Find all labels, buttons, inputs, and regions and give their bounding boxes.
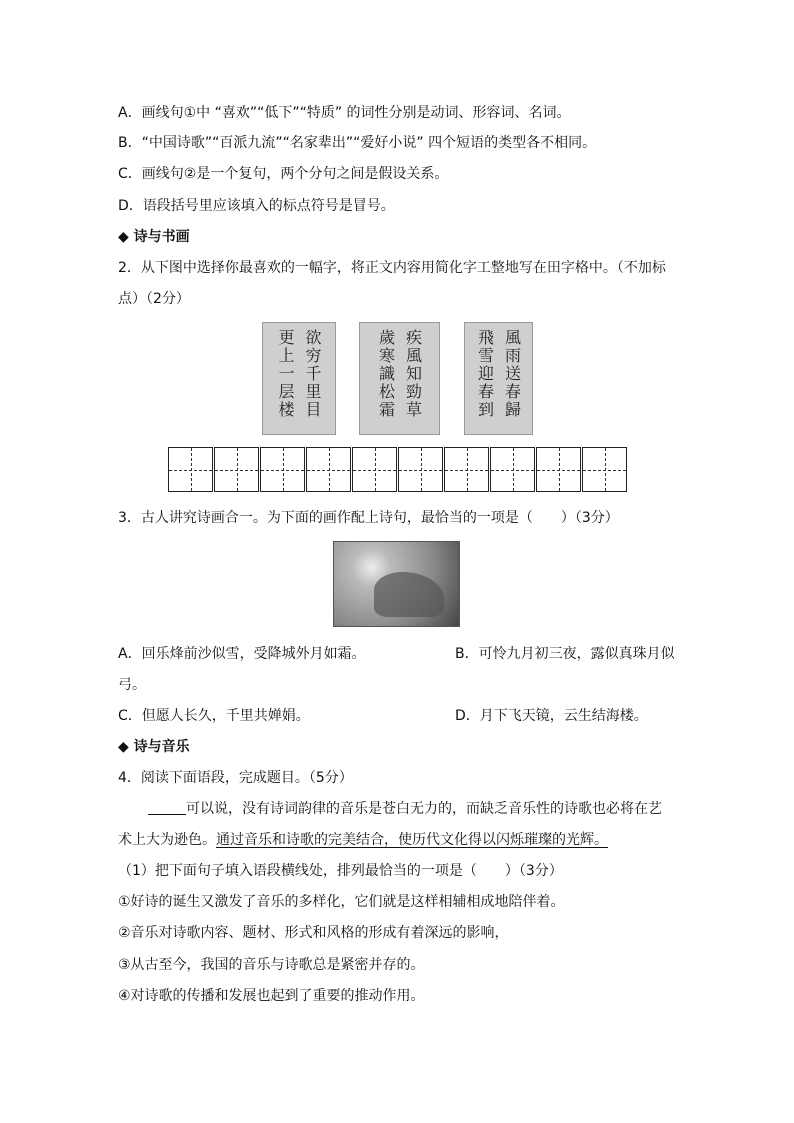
calligraphy-image-2	[359, 322, 440, 435]
calligraphy-image-3	[464, 322, 533, 435]
q4-paragraph-line1	[148, 800, 662, 818]
tianzige-cell[interactable]	[306, 447, 351, 492]
q3-stem: 3．古人讲究诗画合一。为下面的画作配上诗句，最恰当的一项是（ ）（3分）	[118, 510, 619, 526]
paragraph-text: 可以说，没有诗词韵律的音乐是苍白无力的，而缺乏音乐性的诗歌也必将在艺	[186, 801, 662, 817]
q1-option-a: A．画线句①中 “喜欢”“低下”“特质” 的词性分别是动词、形容词、名词。	[118, 105, 571, 121]
painting-image	[333, 541, 460, 627]
calligraphy-column: 疾風知勁草	[403, 329, 423, 419]
q4-item-4: ④对诗歌的传播和发展也起到了重要的推动作用。	[118, 988, 425, 1004]
q4-item-2: ②音乐对诗歌内容、题材、形式和风格的形成有着深远的影响，	[118, 925, 509, 941]
tianzige-cell[interactable]	[398, 447, 443, 492]
q2-stem: 2．从下图中选择你最喜欢的一幅字，将正文内容用简化字工整地写在田字格中。（不加标	[118, 260, 666, 276]
tianzige-cell[interactable]	[214, 447, 259, 492]
q3-option-b: B．可怜九月初三夜，露似真珠月似	[455, 646, 675, 662]
q1-option-d: D．语段括号里应该填入的标点符号是冒号。	[118, 198, 395, 214]
q3-option-b-cont: 弓。	[118, 677, 146, 693]
tianzige-cell[interactable]	[168, 447, 213, 492]
q4-item-3: ③从古至今，我国的音乐与诗歌总是紧密并存的。	[118, 957, 425, 973]
q1-option-b: B．“中国诗歌”“百派九流”“名家辈出”“爱好小说” 四个短语的类型各不相同。	[118, 135, 597, 151]
underlined-sentence: 通过音乐和诗歌的完美结合，使历代文化得以闪烁璀璨的光辉。	[216, 832, 608, 848]
calligraphy-column: 風雨送春歸	[502, 329, 522, 419]
tianzige-cell[interactable]	[444, 447, 489, 492]
q1-option-c: C．画线句②是一个复句，两个分句之间是假设关系。	[118, 166, 449, 182]
tianzige-cell[interactable]	[582, 447, 627, 492]
section-header-poetry-calligraphy: ◆ 诗与书画	[118, 229, 190, 245]
q3-option-c: C．但愿人长久，千里共婵娟。	[118, 708, 310, 724]
q4-stem: 4．阅读下面语段，完成题目。（5分）	[118, 770, 353, 786]
calligraphy-image-1	[262, 322, 336, 435]
calligraphy-column: 飛雪迎春到	[475, 329, 495, 419]
q4-sub-question-1: （1）把下面句子填入语段横线处，排列最恰当的一项是（ ）（3分）	[118, 863, 563, 879]
tianzige-grid[interactable]	[168, 447, 628, 492]
tianzige-cell[interactable]	[352, 447, 397, 492]
calligraphy-column: 欲穷千里目	[303, 329, 322, 419]
q4-item-1: ①好诗的诞生又激发了音乐的多样化，它们就是这样相辅相成地陪伴着。	[118, 894, 565, 910]
calligraphy-column: 歲寒識松霜	[376, 329, 396, 419]
calligraphy-column: 更上一层楼	[276, 329, 295, 419]
q3-option-a: A．回乐烽前沙似雪，受降城外月如霜。	[118, 646, 366, 662]
q4-paragraph-line2	[118, 831, 608, 849]
tianzige-cell[interactable]	[260, 447, 305, 492]
section-header-poetry-music: ◆ 诗与音乐	[118, 739, 190, 755]
q3-option-d: D．月下飞天镜，云生结海楼。	[455, 708, 648, 724]
painting-figure	[374, 572, 444, 617]
tianzige-cell[interactable]	[490, 447, 535, 492]
fill-blank[interactable]	[148, 800, 186, 815]
paragraph-text: 术上大为逊色。	[118, 832, 216, 848]
q2-stem-cont: 点）（2分）	[118, 291, 190, 307]
tianzige-cell[interactable]	[536, 447, 581, 492]
